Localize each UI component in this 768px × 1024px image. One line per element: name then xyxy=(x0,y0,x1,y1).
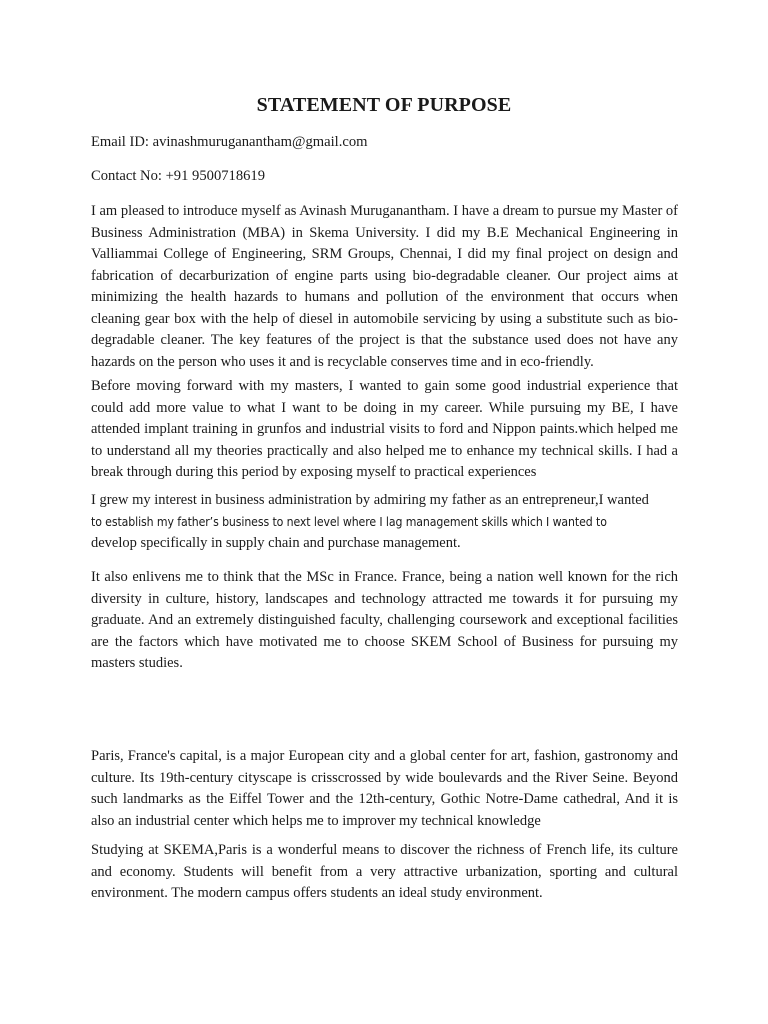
interest-line-1: I grew my interest in business administration by admiring my father as an entrepreneur,I wanted xyxy=(91,492,649,508)
intro-paragraph: I am pleased to introduce myself as Avinash Muruganantham. I have a dream to pursue my Master of Business Administration (MBA) in Skema University. I did my B.E Mechanical Engineering in Valliammai College of Engineering, SRM Groups, Chennai, I did my final project on design and fabrication of decarburization of engine parts using bio-degradable cleaner. Our project aims at minimizing the health hazards to humans and pollution of the environment that occurs when cleaning gear box with the help of diesel in automobile servicing by using a substitute such as bio-degradable cleaner. The key features of the project is that the substance used does not have any hazards on the person who uses it and is recyclable conserves time and in eco-friendly. xyxy=(91,203,678,370)
email-line: Email ID: avinashmuruganantham@gmail.com xyxy=(91,134,368,150)
page-title: STATEMENT OF PURPOSE xyxy=(256,94,512,116)
paris-paragraph: Paris, France's capital, is a major European city and a global center for art, fashion, gastronomy and culture. Its 19th-century cityscape is crisscrossed by wide boulevards and the River Seine. Beyond such landmarks as the Eiffel Tower and the 12th-century, Gothic Notre-Dame cathedral, And it is also an industrial center which helps me to improver my technical knowledge xyxy=(91,748,678,829)
skema-paragraph: Studying at SKEMA,Paris is a wonderful means to discover the richness of French life, its culture and economy. Students will benefit from a very attractive urbanization, sporting and cultural environment. The modern campus offers students an ideal study environment. xyxy=(91,842,678,901)
contact-line: Contact No: +91 9500718619 xyxy=(91,168,266,184)
france-paragraph: It also enlivens me to think that the MSc in France. France, being a nation well known for the rich diversity in culture, history, landscapes and technology attracted me towards it for pursuing my graduate. And an extremely distinguished faculty, challenging coursework and exceptional facilities are the factors which have motivated me to choose SKEM School of Business for pursuing my masters studies. xyxy=(91,569,678,671)
interest-paragraph xyxy=(91,490,678,555)
interest-line-3: develop specifically in supply chain and purchase management. xyxy=(91,535,461,551)
experience-paragraph: Before moving forward with my masters, I wanted to gain some good industrial experience that could add more value to what I want to be doing in my career. While pursuing my BE, I have attended implant training in grunfos and industrial visits to ford and Nippon paints.which helped me to understand all my theories practically and also helped me to enhance my technical skills. I had a break through during this period by exposing myself to practical experiences xyxy=(91,378,678,480)
interest-line-2: to establish my father’s business to next level where I lag management skills which I wanted to xyxy=(91,514,607,529)
